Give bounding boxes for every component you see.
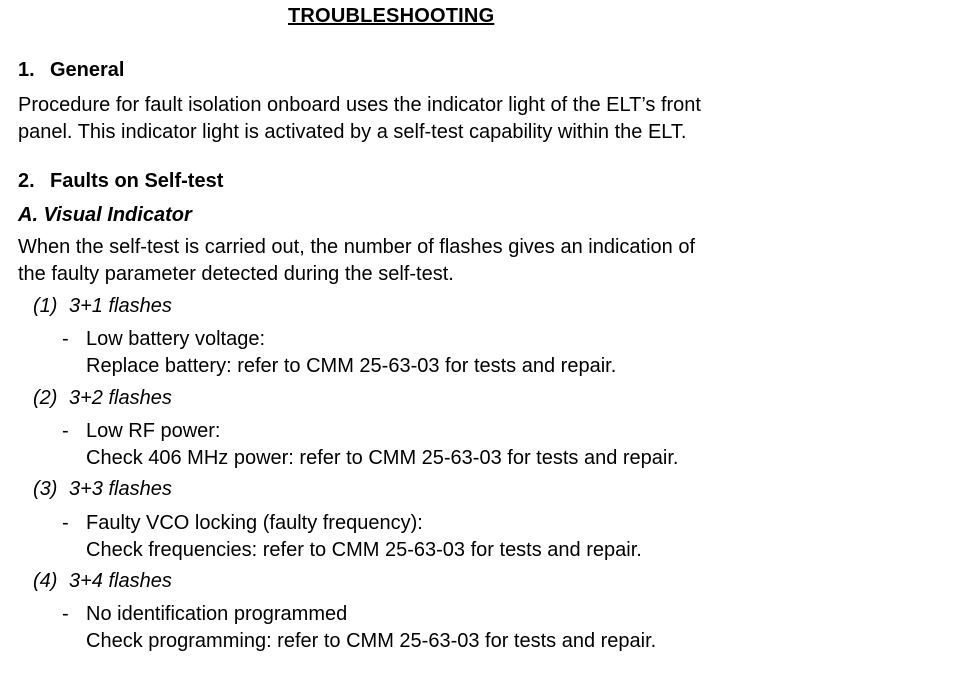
dash-marker: -	[62, 420, 69, 442]
fault-text: No identification programmed	[86, 603, 348, 625]
section-number: 1.	[18, 59, 35, 81]
step-title: 3+1 flashes	[69, 295, 172, 317]
fault-text: Low RF power:	[86, 420, 221, 442]
subsection-heading-visual-indicator: A. Visual Indicator	[18, 204, 192, 226]
action-text: Check programming: refer to CMM 25-63-03 for tests and repair.	[86, 630, 657, 652]
step-bullet	[62, 418, 678, 472]
paragraph-line: the faulty parameter detected during the self-test.	[18, 263, 454, 285]
action-text: Check frequencies: refer to CMM 25-63-03 for tests and repair.	[86, 539, 642, 561]
step-title: 3+4 flashes	[69, 570, 172, 592]
step-number: (4)	[33, 570, 58, 592]
step-bullet	[62, 601, 656, 655]
paragraph-line: When the self-test is carried out, the number of flashes gives an indication of	[18, 236, 696, 258]
paragraph-line: Procedure for fault isolation onboard uses the indicator light of the ELT’s front	[18, 94, 701, 116]
step-title: 3+3 flashes	[69, 478, 172, 500]
fault-text: Low battery voltage:	[86, 328, 265, 350]
step-number: (1)	[33, 295, 58, 317]
step-number: (2)	[33, 387, 58, 409]
action-text: Check 406 MHz power: refer to CMM 25-63-03 for tests and repair.	[86, 447, 679, 469]
dash-marker: -	[62, 328, 69, 350]
action-text: Replace battery: refer to CMM 25-63-03 for tests and repair.	[86, 355, 617, 377]
general-paragraph	[18, 92, 701, 146]
dash-marker: -	[62, 603, 69, 625]
step-title: 3+2 flashes	[69, 387, 172, 409]
dash-marker: -	[62, 512, 69, 534]
step-bullet	[62, 326, 616, 380]
step-heading	[33, 387, 172, 410]
paragraph-line: panel. This indicator light is activated by a self-test capability within the ELT.	[18, 121, 687, 143]
section-title: General	[50, 59, 125, 81]
section-title: Faults on Self-test	[50, 170, 224, 192]
step-heading	[33, 478, 172, 501]
step-heading	[33, 295, 172, 318]
section-heading-general	[18, 59, 124, 82]
section-heading-faults	[18, 170, 223, 193]
document-title: TROUBLESHOOTING	[288, 5, 495, 27]
step-number: (3)	[33, 478, 58, 500]
visual-indicator-paragraph	[18, 234, 695, 288]
section-number: 2.	[18, 170, 35, 192]
step-heading	[33, 570, 172, 593]
fault-text: Faulty VCO locking (faulty frequency):	[86, 512, 423, 534]
step-bullet	[62, 510, 642, 564]
